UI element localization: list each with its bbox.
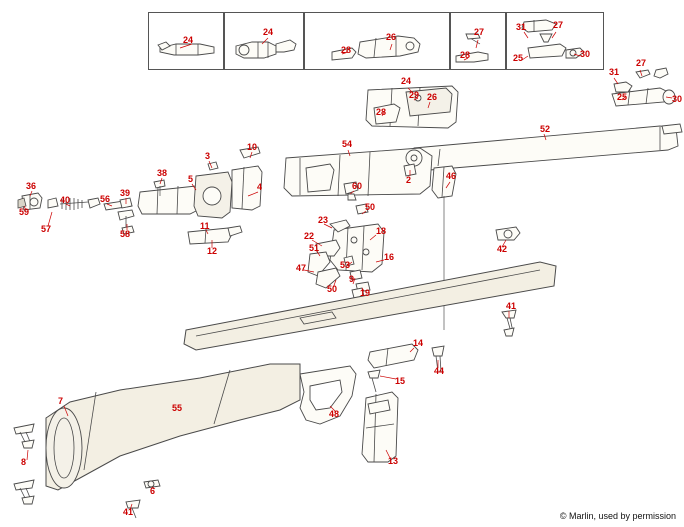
part-label: 9 [349, 274, 355, 284]
part-label: 54 [342, 139, 353, 149]
part-label: 28 [376, 107, 387, 117]
part-label: 5 [188, 174, 194, 184]
part-label: 53 [340, 260, 351, 270]
part-label: 7 [58, 396, 64, 406]
part-label: 24 [183, 35, 194, 45]
magazine-hardware [368, 344, 444, 392]
stock-55 [46, 364, 300, 490]
part-label: 10 [247, 142, 258, 152]
part-label: 30 [580, 49, 591, 59]
copyright-notice: © Marlin, used by permission [559, 511, 676, 521]
part-label: 12 [207, 246, 218, 256]
trigger-guard-48 [300, 366, 356, 424]
part-label: 27 [474, 27, 485, 37]
part-label: 11 [200, 221, 210, 231]
part-label: 50 [327, 284, 338, 294]
part-label: 57 [41, 224, 52, 234]
forend-rail [184, 262, 556, 350]
part-label: 26 [386, 32, 397, 42]
part-label: 13 [388, 456, 399, 466]
inset2-parts [236, 40, 296, 58]
part-label: 50 [365, 202, 376, 212]
part-label: 2 [406, 175, 412, 185]
part-label: 31 [516, 22, 527, 32]
part-label: 19 [360, 288, 371, 298]
part-label: 58 [120, 229, 131, 239]
part-label: 4 [257, 182, 263, 192]
part-label: 36 [26, 181, 37, 191]
part-label: 47 [296, 263, 307, 273]
part-label: 25 [513, 53, 524, 63]
part-label: 22 [304, 231, 315, 241]
part-label: 46 [446, 171, 457, 181]
part-label: 55 [172, 403, 183, 413]
part-label: 3 [205, 151, 211, 161]
part-label: 6 [150, 486, 156, 496]
part-label: 25 [617, 92, 628, 102]
magazine-13 [362, 392, 398, 462]
part-label: 15 [395, 376, 406, 386]
part-label: 24 [263, 27, 274, 37]
part-label: 59 [19, 207, 30, 217]
part-label: 40 [60, 195, 71, 205]
part-label: 44 [434, 366, 445, 376]
part-label: 60 [352, 181, 363, 191]
part-label: 41 [506, 301, 517, 311]
part-label: 26 [427, 92, 438, 102]
part-label: 18 [376, 226, 387, 236]
part-label: 8 [21, 457, 27, 467]
part-label: 56 [100, 194, 111, 204]
part-label: 39 [120, 188, 131, 198]
part-label: 27 [553, 20, 564, 30]
part-label: 30 [672, 94, 683, 104]
part-label: 52 [540, 124, 551, 134]
left-small-parts [18, 193, 134, 234]
part-label: 48 [329, 409, 340, 419]
screw-42 [496, 227, 520, 240]
part-label: 16 [384, 252, 395, 262]
part-label: 41 [123, 507, 134, 517]
part-label: 27 [636, 58, 647, 68]
part-label: 42 [497, 244, 508, 254]
part-label: 28 [341, 45, 352, 55]
part-label: 14 [413, 338, 424, 348]
part-label: 38 [157, 168, 168, 178]
part-label: 51 [309, 243, 320, 253]
part-label: 24 [401, 76, 412, 86]
part-label: 31 [609, 67, 620, 77]
part-label: 29 [409, 90, 420, 100]
part-label: 28 [460, 50, 471, 60]
part-label: 23 [318, 215, 329, 225]
